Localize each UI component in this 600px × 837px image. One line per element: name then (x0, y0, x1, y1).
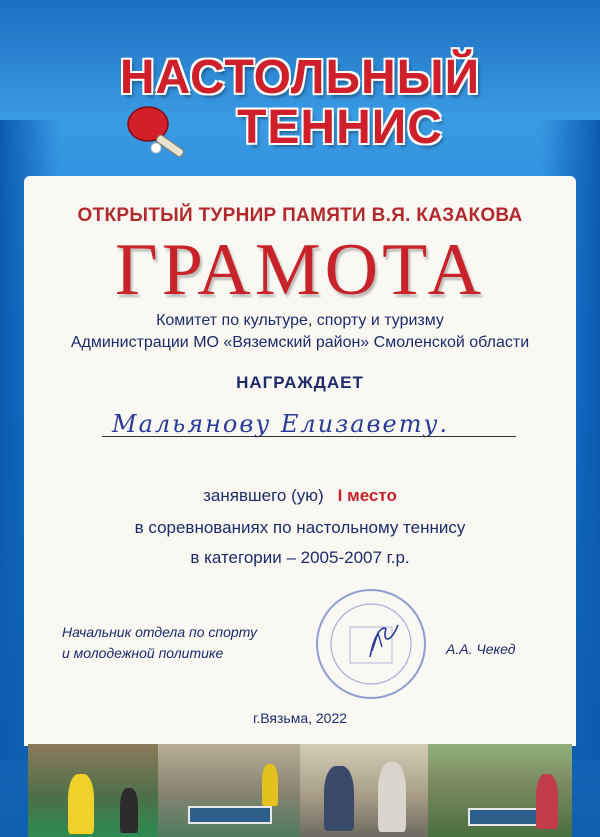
photo-players-2 (428, 744, 572, 837)
ping-pong-paddle-icon (118, 102, 198, 162)
photo-table-match (158, 744, 300, 837)
photo-officials (300, 744, 428, 837)
header-title-line2: ТЕННИС (237, 101, 443, 154)
recipient-underline (102, 436, 516, 437)
committee-line2: Администрации МО «Вяземский район» Смоленской области (70, 334, 530, 351)
signatory-name: А.А. Чекед (446, 641, 516, 657)
official-stamp (312, 585, 430, 703)
achievement-line2: в соревнованиях по настольному теннису (134, 518, 466, 537)
achievement-line1 (0, 486, 600, 506)
awards-label: НАГРАЖДАЕТ (236, 373, 364, 392)
photo-players-1 (28, 744, 158, 837)
tournament-title: ОТКРЫТЫЙ ТУРНИР ПАМЯТИ В.Я. КАЗАКОВА (77, 205, 523, 226)
achievement-line3: в категории – 2005-2007 г.р. (190, 548, 410, 567)
achievement-place: I место (337, 486, 397, 505)
header-title-line1: НАСТОЛЬНЫЙ (119, 51, 481, 104)
city-year: г.Вязьма, 2022 (252, 710, 348, 726)
committee-line1: Комитет по культуре, спорту и туризму (156, 312, 444, 329)
signatory-title-line2: и молодежной политике (62, 645, 224, 661)
signatory-title-line1: Начальник отдела по спорту (62, 624, 258, 640)
document-type-title: ГРАМОТА (114, 229, 486, 311)
achievement-prefix: занявшего (ую) (203, 486, 324, 505)
recipient-name: Мальянову Елизавету. (112, 410, 450, 438)
